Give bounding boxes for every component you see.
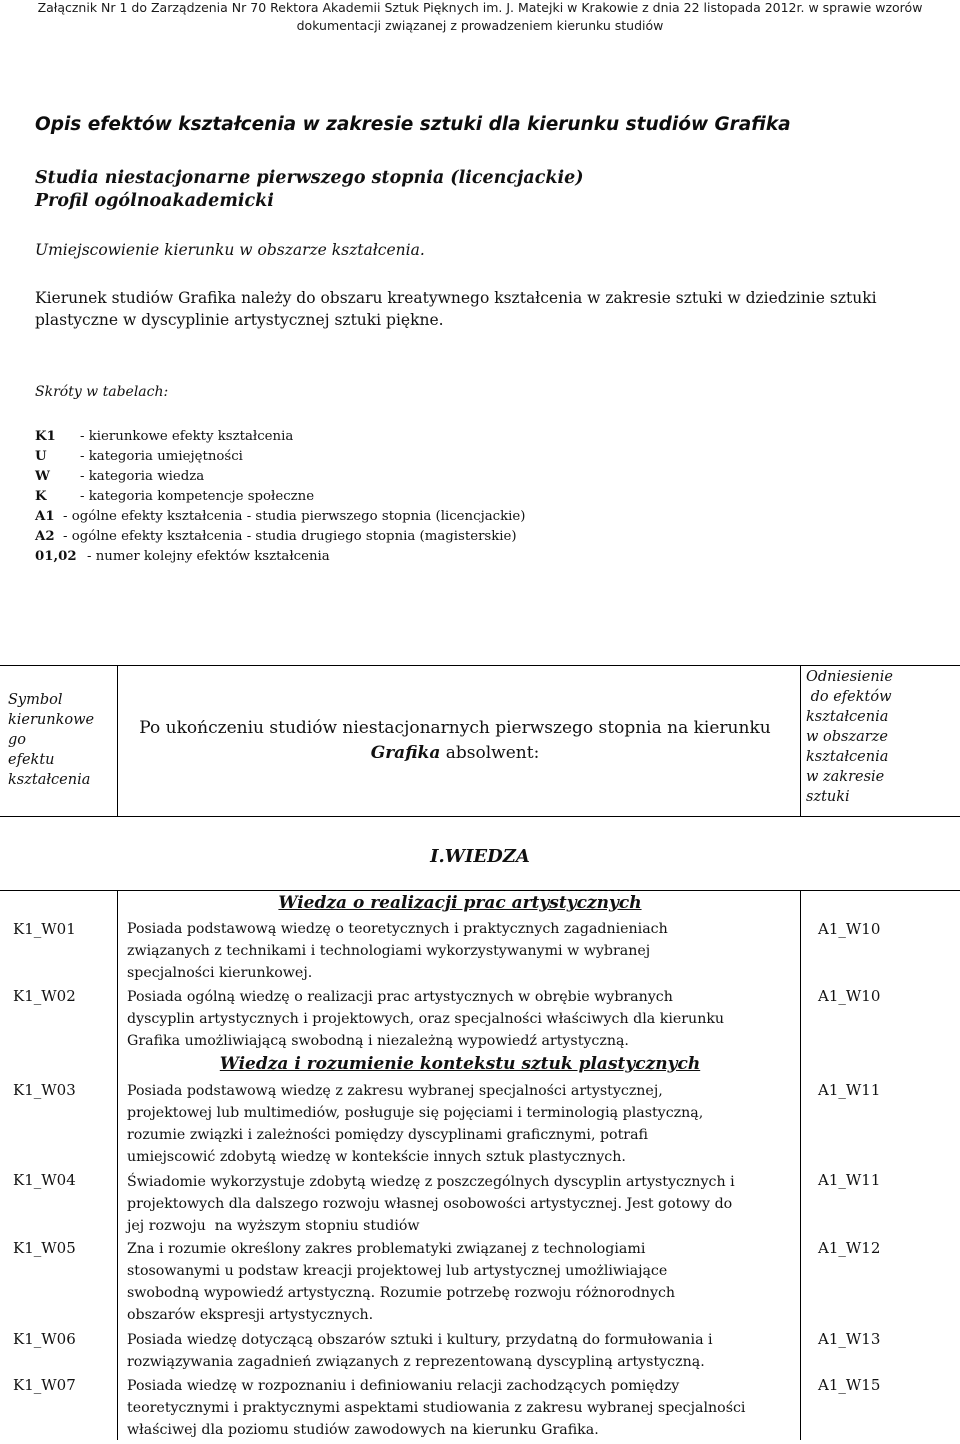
- outcome-code: K1_W05: [13, 1239, 76, 1257]
- table-header-divider-right: [800, 665, 801, 817]
- subsection-title-text: Wiedza o realizacji prac artystycznych: [278, 893, 642, 913]
- abbreviation-text: - kategoria kompetencje społeczne: [80, 489, 315, 504]
- column-header-symbol-line: kierunkowe: [8, 712, 95, 728]
- outcome-description-line: stosowanymi u podstaw kreacji projektowej lub artystycznej umożliwiające: [127, 1263, 668, 1279]
- table-body-divider-left: [117, 890, 118, 1440]
- column-header-outcome-line2: [120, 741, 790, 766]
- outcome-reference: A1_W12: [818, 1239, 881, 1257]
- table-section-border: [0, 890, 960, 891]
- column-header-outcome: [120, 716, 790, 766]
- abbreviation-item: [35, 547, 330, 567]
- abbreviation-text: - kierunkowe efekty kształcenia: [80, 429, 294, 444]
- column-header-outcome-rest: absolwent:: [440, 743, 540, 763]
- column-header-reference-line: w obszarze: [806, 729, 888, 745]
- table-header-divider-left: [117, 665, 118, 817]
- outcome-description: [127, 986, 799, 1052]
- location-heading: Umiejscowienie kierunku w obszarze kształcenia.: [35, 241, 425, 259]
- subsection-title: [120, 893, 800, 913]
- abbreviation-item: [35, 447, 243, 467]
- abbreviation-key: K1: [35, 429, 56, 444]
- outcome-description: [127, 1375, 799, 1441]
- abbreviation-item: [35, 427, 293, 447]
- page-title: Opis efektów kształcenia w zakresie sztuki dla kierunku studiów Grafika: [35, 114, 791, 135]
- column-header-outcome-line1: Po ukończeniu studiów niestacjonarnych pierwszego stopnia na kierunku: [139, 718, 771, 738]
- column-header-reference-line: sztuki: [806, 789, 850, 805]
- outcome-description-line: dyscyplin artystycznych i projektowych, oraz specjalności właściwych dla kierunku: [127, 1011, 725, 1027]
- outcome-description-line: projektowej lub multimediów, posługuje się pojęciami i terminologią plastyczną,: [127, 1105, 704, 1121]
- outcome-description: [127, 1171, 799, 1237]
- column-header-reference-line: kształcenia: [806, 709, 889, 725]
- abbreviation-text: - kategoria wiedza: [80, 469, 205, 484]
- location-paragraph: Kierunek studiów Grafika należy do obszaru kreatywnego kształcenia w zakresie sztuki w dziedzinie sztuki plastyczne w dyscyplinie artystycznej sztuki piękne.: [35, 289, 877, 329]
- outcome-description-line: Posiada ogólną wiedzę o realizacji prac artystycznych w obrębie wybranych: [127, 989, 673, 1005]
- outcome-description-line: jej rozwoju na wyższym stopniu studiów: [127, 1218, 420, 1234]
- outcome-description-line: rozwiązywania zagadnień związanych z reprezentowaną dyscypliną artystyczną.: [127, 1354, 705, 1370]
- column-header-symbol-line: kształcenia: [8, 772, 91, 788]
- column-header-reference: [806, 667, 956, 807]
- abbreviation-key: 01,02: [35, 549, 77, 564]
- column-header-reference-line: w zakresie: [806, 769, 885, 785]
- outcome-code: K1_W03: [13, 1081, 76, 1099]
- outcome-description: [127, 1329, 799, 1373]
- outcome-description-line: Posiada podstawową wiedzę o teoretycznych i praktycznych zagadnieniach: [127, 921, 668, 937]
- abbreviation-key: U: [35, 449, 47, 464]
- outcome-code: K1_W01: [13, 920, 76, 938]
- column-header-symbol-line: efektu: [8, 752, 55, 768]
- outcome-description: [127, 1238, 799, 1326]
- column-header-symbol-line: go: [8, 732, 27, 748]
- subsection-title-text: Wiedza i rozumienie kontekstu sztuk plastycznych: [219, 1054, 701, 1074]
- outcome-reference: A1_W10: [818, 920, 881, 938]
- outcome-reference: A1_W15: [818, 1376, 881, 1394]
- abbreviation-key: A2: [35, 529, 55, 544]
- outcome-description-line: specjalności kierunkowej.: [127, 965, 313, 981]
- outcome-code: K1_W04: [13, 1171, 76, 1189]
- column-header-outcome-program: Grafika: [370, 743, 441, 763]
- page-subtitle-profile: Profil ogólnoakademicki: [35, 191, 274, 211]
- outcome-code: K1_W06: [13, 1330, 76, 1348]
- column-header-reference-line: Odniesienie: [806, 669, 893, 685]
- column-header-reference-line: do efektów: [806, 689, 892, 705]
- outcome-description-line: Zna i rozumie określony zakres problematyki związanej z technologiami: [127, 1241, 646, 1257]
- outcome-description-line: właściwej dla poziomu studiów zawodowych na kierunku Grafika.: [127, 1422, 599, 1438]
- subsection-title: [120, 1054, 800, 1074]
- header-note-line1: Załącznik Nr 1 do Zarządzenia Nr 70 Rektora Akademii Sztuk Pięknych im. J. Matejki w Krakowie z dnia 22 listopada 2012r. w sprawie wzorów: [37, 0, 923, 15]
- abbreviation-key: A1: [35, 509, 55, 524]
- abbreviations-title: Skróty w tabelach:: [35, 384, 169, 400]
- outcome-reference: A1_W10: [818, 987, 881, 1005]
- abbreviation-text: - ogólne efekty kształcenia - studia drugiego stopnia (magisterskie): [63, 529, 517, 544]
- abbreviation-text: - ogólne efekty kształcenia - studia pierwszego stopnia (licencjackie): [63, 509, 526, 524]
- outcome-description: [127, 1080, 799, 1168]
- column-header-symbol-line: Symbol: [8, 692, 63, 708]
- column-header-reference-line: kształcenia: [806, 749, 889, 765]
- abbreviation-item: [35, 487, 314, 507]
- table-body-divider-right: [800, 890, 801, 1440]
- abbreviation-key: W: [35, 469, 50, 484]
- page-subtitle-study-mode: Studia niestacjonarne pierwszego stopnia (licencjackie): [35, 168, 584, 188]
- outcome-reference: A1_W11: [818, 1171, 881, 1189]
- outcome-description-line: Grafika umożliwiającą swobodną i niezależną wypowiedź artystyczną.: [127, 1033, 629, 1049]
- outcome-description-line: Świadomie wykorzystuje zdobytą wiedzę z poszczególnych dyscyplin artystycznych i: [127, 1174, 735, 1190]
- outcome-description-line: obszarów ekspresji artystycznych.: [127, 1307, 374, 1323]
- outcome-description-line: teoretycznymi i praktycznymi aspektami studiowania z zakresu wybranej specjalności: [127, 1400, 746, 1416]
- abbreviation-item: [35, 467, 204, 487]
- outcome-reference: A1_W13: [818, 1330, 881, 1348]
- outcome-code: K1_W02: [13, 987, 76, 1005]
- table-header-top-border: [0, 665, 960, 666]
- outcome-reference: A1_W11: [818, 1081, 881, 1099]
- outcome-description-line: Posiada wiedzę w rozpoznaniu i definiowaniu relacji zachodzących pomiędzy: [127, 1378, 680, 1394]
- section-title-knowledge: I.WIEDZA: [430, 846, 530, 867]
- abbreviation-item: [35, 527, 517, 547]
- abbreviation-item: [35, 507, 525, 527]
- outcome-description-line: umiejscowić zdobytą wiedzę w kontekście innych sztuk plastycznych.: [127, 1149, 626, 1165]
- outcome-code: K1_W07: [13, 1376, 76, 1394]
- abbreviation-text: - numer kolejny efektów kształcenia: [87, 549, 330, 564]
- outcome-description-line: projektowych dla dalszego rozwoju własnej osobowości artystycznej. Jest gotowy do: [127, 1196, 733, 1212]
- outcome-description-line: swobodną wypowiedź artystyczną. Rozumie potrzebę rozwoju różnorodnych: [127, 1285, 676, 1301]
- header-note-line2: dokumentacji związanej z prowadzeniem kierunku studiów: [296, 18, 664, 33]
- outcome-description-line: rozumie związki i zależności pomiędzy dyscyplinami graficznymi, potrafi: [127, 1127, 648, 1143]
- outcome-description-line: związanych z technikami i technologiami wykorzystywanymi w wybranej: [127, 943, 651, 959]
- outcome-description-line: Posiada podstawową wiedzę z zakresu wybranej specjalności artystycznej,: [127, 1083, 663, 1099]
- outcome-description-line: Posiada wiedzę dotyczącą obszarów sztuki i kultury, przydatną do formułowania i: [127, 1332, 713, 1348]
- outcome-description: [127, 918, 799, 984]
- column-header-symbol: [8, 690, 112, 790]
- abbreviation-key: K: [35, 489, 47, 504]
- abbreviation-text: - kategoria umiejętności: [80, 449, 243, 464]
- table-header-bottom-border: [0, 816, 960, 817]
